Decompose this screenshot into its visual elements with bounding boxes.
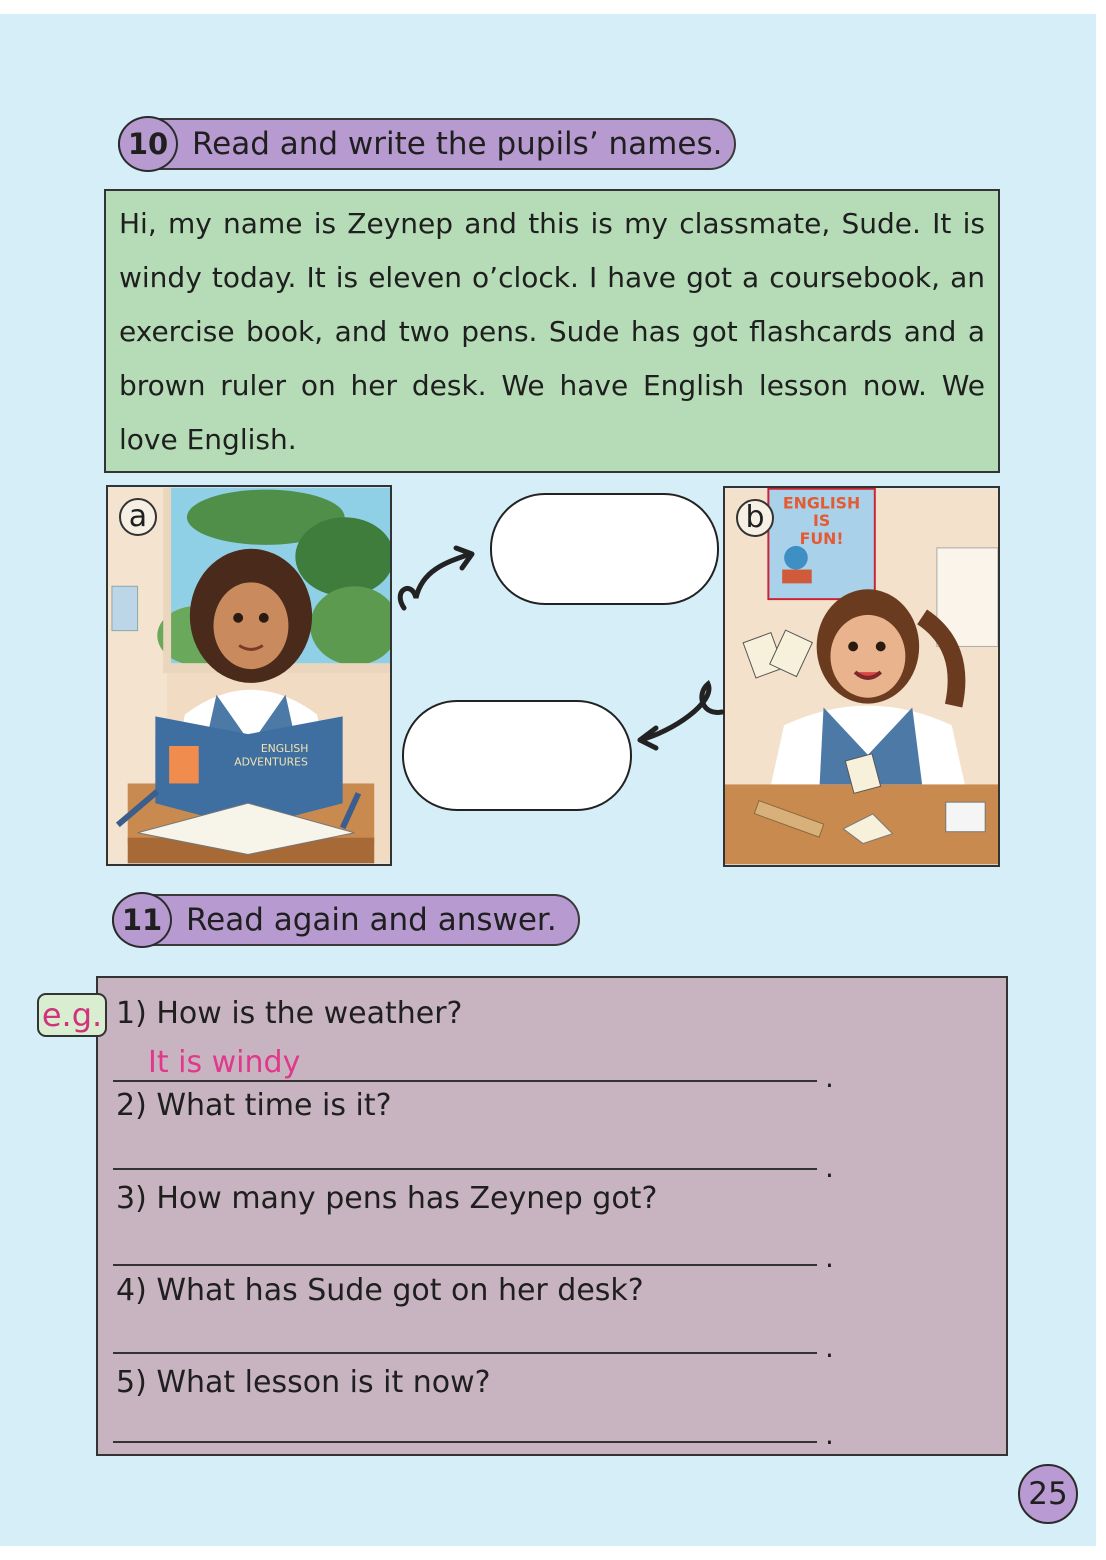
answer-line-4[interactable] <box>113 1352 817 1354</box>
book-cover-text: ENGLISH <box>260 741 309 755</box>
picture-b-illustration <box>725 488 998 865</box>
name-answer-box-a[interactable] <box>490 493 719 605</box>
svg-text:FUN!: FUN! <box>799 528 844 548</box>
svg-text:IS: IS <box>812 511 831 531</box>
answer-line-1-period: . <box>825 1061 834 1094</box>
section-10-number: 10 <box>118 116 178 172</box>
question-4: 4) What has Sude got on her desk? <box>116 1273 644 1308</box>
answer-line-5-period: . <box>825 1418 834 1451</box>
name-answer-box-b[interactable] <box>402 700 632 811</box>
answer-line-2[interactable] <box>113 1168 817 1170</box>
picture-a-zeynep <box>106 485 392 866</box>
section-10-title: Read and write the pupils’ names. <box>192 126 723 162</box>
picture-a-illustration <box>108 487 390 864</box>
section-10-header <box>118 118 736 170</box>
section-11-number: 11 <box>112 892 172 948</box>
page-number: 25 <box>1018 1464 1078 1524</box>
example-label: e.g. <box>37 993 107 1037</box>
question-1: 1) How is the weather? <box>116 996 463 1031</box>
answer-line-2-period: . <box>825 1151 834 1184</box>
question-2: 2) What time is it? <box>116 1088 392 1123</box>
arrow-b-to-box-icon <box>632 672 728 752</box>
answer-line-3[interactable] <box>113 1264 817 1266</box>
arrow-a-to-box-icon <box>392 540 482 620</box>
question-5: 5) What lesson is it now? <box>116 1365 491 1400</box>
svg-text:ADVENTURES: ADVENTURES <box>234 755 308 769</box>
picture-a-letter: a <box>119 498 157 536</box>
picture-b-sude <box>723 486 1000 867</box>
question-3: 3) How many pens has Zeynep got? <box>116 1181 658 1216</box>
section-11-title: Read again and answer. <box>186 902 557 938</box>
answer-line-5[interactable] <box>113 1441 817 1443</box>
example-answer: It is windy <box>148 1045 301 1080</box>
section-11-header <box>112 894 580 946</box>
answer-line-3-period: . <box>825 1241 834 1274</box>
picture-b-letter: b <box>736 499 774 537</box>
reading-passage: Hi, my name is Zeynep and this is my classmate, Sude. It is windy today. It is eleven o’clock. I have got a coursebook, an exercise book, and two pens. Sude has got flashcards and a brown ruler on her desk. We have English lesson now. We love English. <box>104 189 1000 473</box>
answer-line-1[interactable] <box>113 1080 817 1082</box>
svg-text:ENGLISH: ENGLISH <box>782 493 861 513</box>
answer-line-4-period: . <box>825 1331 834 1364</box>
